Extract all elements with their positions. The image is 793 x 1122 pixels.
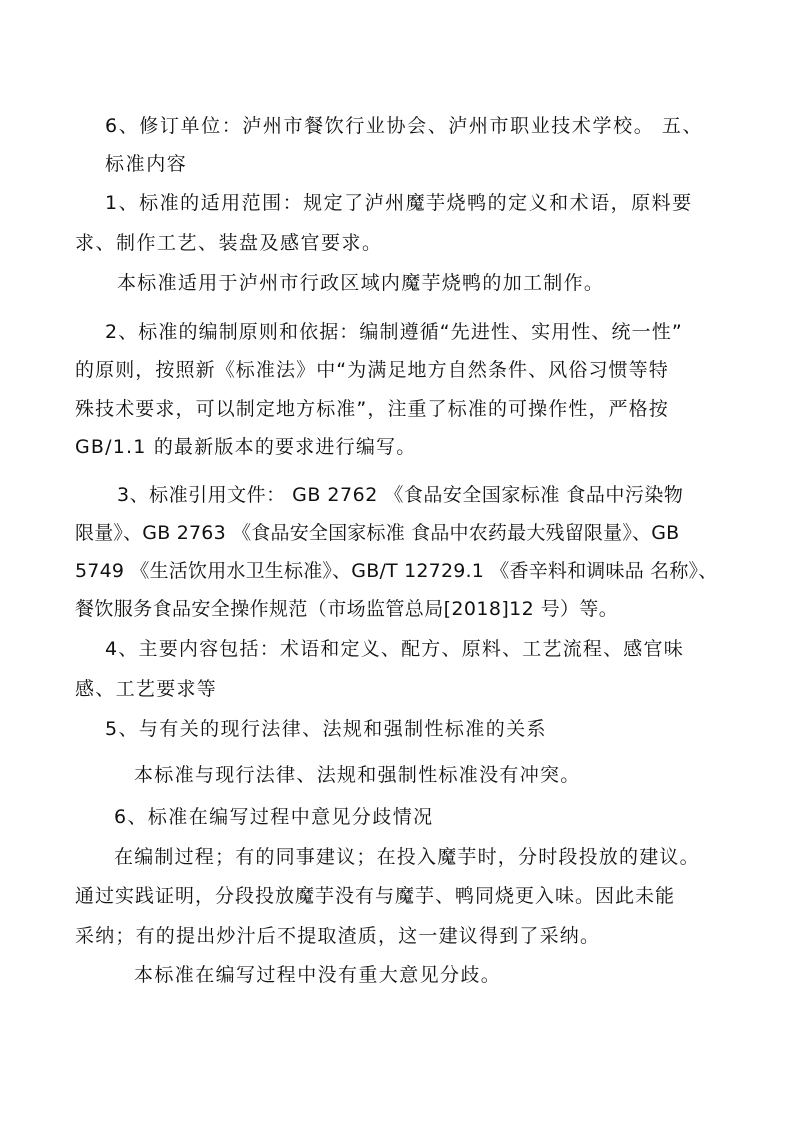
references-line-3: 5749 《生活饮用水卫生标准》、GB/T 12729.1 《香辛料和调味品 名称》、 bbox=[75, 560, 718, 582]
conclusion-line: 本标准在编写过程中没有重大意见分歧。 bbox=[134, 964, 502, 986]
main-content-line-1: 4、主要内容包括：术语和定义、配方、原料、工艺流程、感官味 bbox=[105, 638, 684, 660]
references-line-4: 餐饮服务食品安全操作规范（市场监管总局[2018]12 号）等。 bbox=[75, 598, 619, 620]
principle-line-4: GB/1.1 的最新版本的要求进行编写。 bbox=[75, 436, 417, 458]
divergence-line-2: 通过实践证明，分段投放魔芋没有与魔芋、鸭同烧更入味。因此未能 bbox=[75, 885, 676, 907]
divergence-line-1: 在编制过程；有的同事建议；在投入魔芋时，分时段投放的建议。 bbox=[114, 846, 700, 868]
principle-line-3: 殊技术要求，可以制定地方标准”，注重了标准的可操作性，严格按 bbox=[75, 398, 669, 420]
scope-line-1: 1、标准的适用范围：规定了泸州魔芋烧鸭的定义和术语，原料要 bbox=[105, 192, 693, 214]
main-content-line-2: 感、工艺要求等 bbox=[75, 678, 218, 700]
principle-line-2: 的原则，按照新《标准法》中“为满足地方自然条件、风俗习惯等特 bbox=[75, 359, 669, 381]
scope-line-3: 本标准适用于泸州市行政区域内魔芋烧鸭的加工制作。 bbox=[117, 272, 605, 294]
revision-unit-line: 6、修订单位：泸州市餐饮行业协会、泸州市职业技术学校。 五、 bbox=[105, 115, 704, 137]
laws-relation-line: 本标准与现行法律、法规和强制性标准没有冲突。 bbox=[134, 764, 581, 786]
section-heading: 标准内容 bbox=[105, 153, 188, 175]
principle-line-1: 2、标准的编制原则和依据：编制遵循“先进性、实用性、统一性” bbox=[105, 321, 683, 343]
divergence-heading: 6、标准在编写过程中意见分歧情况 bbox=[114, 806, 434, 828]
references-line-1: 3、标准引用文件： GB 2762 《食品安全国家标准 食品中污染物 bbox=[117, 484, 684, 506]
scope-line-2: 求、制作工艺、装盘及感官要求。 bbox=[75, 232, 383, 254]
laws-relation-heading: 5、与有关的现行法律、法规和强制性标准的关系 bbox=[105, 718, 547, 740]
divergence-line-3: 采纳；有的提出炒汁后不提取渣质，这一建议得到了采纳。 bbox=[75, 925, 601, 947]
references-line-2: 限量》、GB 2763 《食品安全国家标准 食品中农药最大残留限量》、GB bbox=[75, 522, 680, 544]
